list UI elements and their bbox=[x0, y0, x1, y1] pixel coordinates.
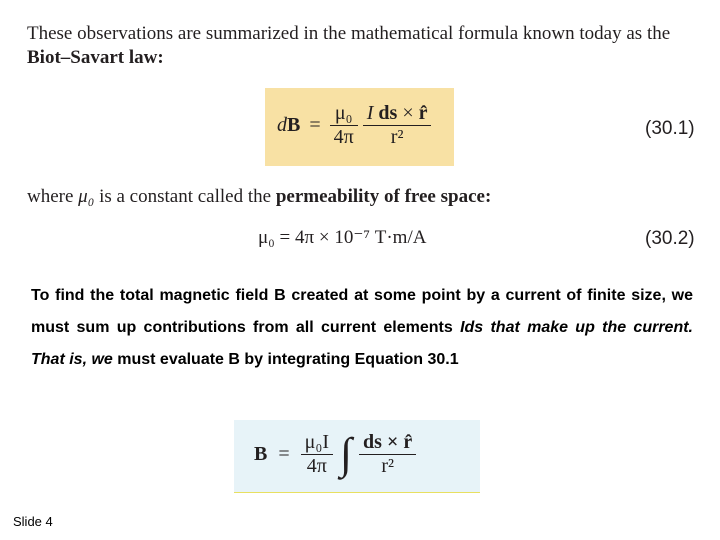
eq3-equals: = bbox=[278, 442, 290, 465]
permeability-term: permeability of free space: bbox=[275, 186, 492, 207]
eq3-frac2-denominator: r² bbox=[381, 454, 394, 477]
eq1-current-I: I bbox=[366, 102, 374, 124]
paragraph-part1: To find the total magnetic field B created at some point by a current of finite size, we must sum up contributions from all current elements bbox=[31, 287, 693, 336]
where-before: where bbox=[27, 186, 79, 207]
equation-30-2: μ₀ = 4π × 10⁻⁷ T·m/A bbox=[258, 227, 427, 248]
eq1-cross: × bbox=[402, 102, 414, 124]
eq3-frac1-denominator: 4π bbox=[306, 454, 327, 477]
integral-equation bbox=[254, 426, 416, 482]
biot-savart-law-term: Biot–Savart law: bbox=[27, 47, 164, 68]
integral-sign: ∫ bbox=[339, 429, 353, 478]
integral-equation-box bbox=[234, 420, 480, 493]
eq3-frac2-numerator: ds × r̂ bbox=[359, 431, 416, 455]
eq1-frac1-denominator: 4π bbox=[333, 126, 354, 148]
explanation-paragraph bbox=[31, 280, 693, 376]
where-middle: is a constant called the bbox=[94, 186, 276, 207]
equation-30-1 bbox=[277, 102, 431, 149]
eq3-frac1-numerator: μ₀I bbox=[301, 431, 333, 455]
eq1-frac2-denominator: r² bbox=[390, 126, 404, 148]
equation-number-30-2: (30.2) bbox=[645, 228, 695, 249]
eq1-rhat: r̂ bbox=[418, 102, 428, 124]
eq1-frac2-numerator bbox=[363, 102, 432, 126]
eq1-ds: ds bbox=[378, 102, 398, 124]
intro-text-body: These observations are summarized in the mathematical formula known today as the bbox=[27, 23, 671, 44]
where-mu-symbol: μ₀ bbox=[78, 186, 95, 207]
intro-text bbox=[27, 22, 707, 70]
eq3-lhs-B: B bbox=[254, 442, 268, 465]
eq1-fraction-element bbox=[363, 102, 432, 149]
where-line bbox=[27, 185, 707, 209]
slide-number: Slide 4 bbox=[13, 514, 53, 529]
paragraph-part2: must evaluate B by integrating Equation 30.1 bbox=[112, 351, 459, 368]
eq1-lhs-B: B bbox=[287, 114, 301, 136]
eq3-fraction-constant bbox=[301, 431, 333, 478]
paragraph-italic: Ids that make up the current. That is, we bbox=[31, 319, 694, 368]
equation-number-30-1: (30.1) bbox=[645, 118, 695, 139]
equation-30-1-box bbox=[265, 88, 454, 166]
eq1-equals: = bbox=[309, 114, 321, 136]
eq1-lhs-d: d bbox=[277, 114, 287, 136]
eq1-fraction-constant bbox=[330, 102, 358, 149]
eq3-fraction-element bbox=[359, 431, 416, 478]
eq1-frac1-numerator: μ₀ bbox=[330, 102, 358, 126]
